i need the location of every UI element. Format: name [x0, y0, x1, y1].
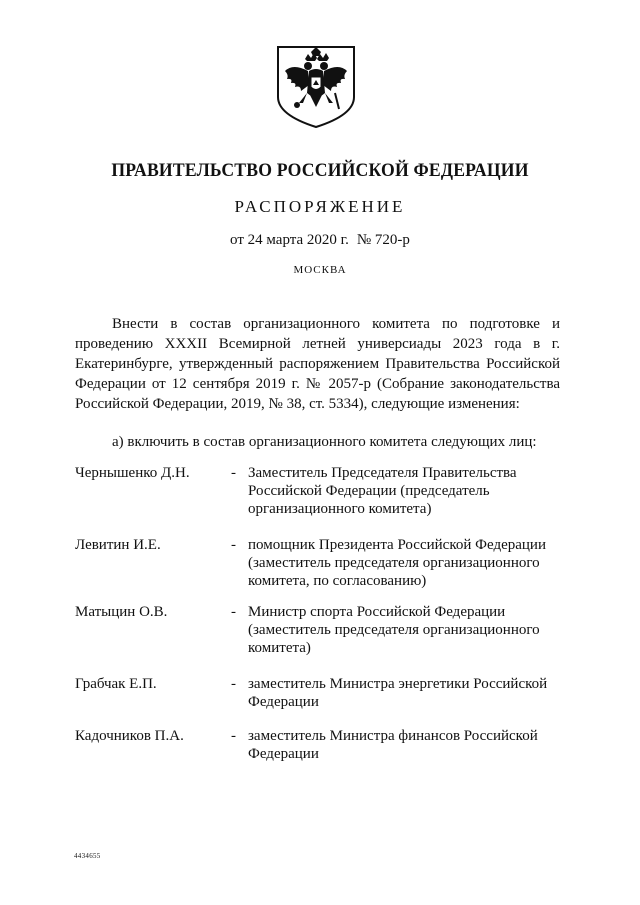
member-dash: -: [231, 676, 236, 692]
member-dash: -: [231, 728, 236, 744]
document-date-line: [0, 232, 640, 249]
main-paragraph-block: [75, 314, 560, 414]
member-name: Матыцин О.В.: [75, 604, 168, 620]
document-city: МОСКВА: [293, 264, 347, 276]
member-name: Кадочников П.А.: [75, 728, 184, 744]
document-code: 4434655: [74, 852, 101, 860]
member-dash: -: [231, 465, 236, 481]
member-role: Министр спорта Российской Федерации (заместитель председателя организационного комитета): [248, 604, 540, 656]
government-title: ПРАВИТЕЛЬСТВО РОССИЙСКОЙ ФЕДЕРАЦИИ: [111, 160, 529, 181]
member-name: Чернышенко Д.Н.: [75, 465, 190, 481]
document-number: № 720-р: [356, 232, 410, 248]
document-date: от 24 марта 2020 г.: [230, 232, 349, 248]
subitem-a: а) включить в состав организационного комитета следующих лиц:: [112, 434, 537, 450]
member-role: помощник Президента Российской Федерации (заместитель председателя организационного комитета, по согласованию): [248, 537, 546, 589]
member-role: заместитель Министра финансов Российской Федерации: [248, 728, 538, 762]
member-role: заместитель Министра энергетики Российской Федерации: [248, 676, 548, 710]
member-role: Заместитель Председателя Правительства Российской Федерации (председатель организационного комитета): [248, 465, 517, 517]
member-name: Грабчак Е.П.: [75, 676, 157, 692]
member-dash: -: [231, 537, 236, 553]
member-name: Левитин И.Е.: [75, 537, 161, 553]
russian-coat-of-arms-icon: [275, 45, 357, 129]
member-dash: -: [231, 604, 236, 620]
main-paragraph: Внести в состав организационного комитета по подготовке и проведению XXXII Всемирной летней универсиады 2023 года в г. Екатеринбурге, утвержденный распоряжением Правительства Российской Федерации от 12 сентября 2019 г. № 2057-р (Собрание законодательства Российской Федерации, 2019, № 38, ст. 5334), следующие изменения:: [75, 316, 560, 412]
document-type: РАСПОРЯЖЕНИЕ: [234, 197, 406, 216]
